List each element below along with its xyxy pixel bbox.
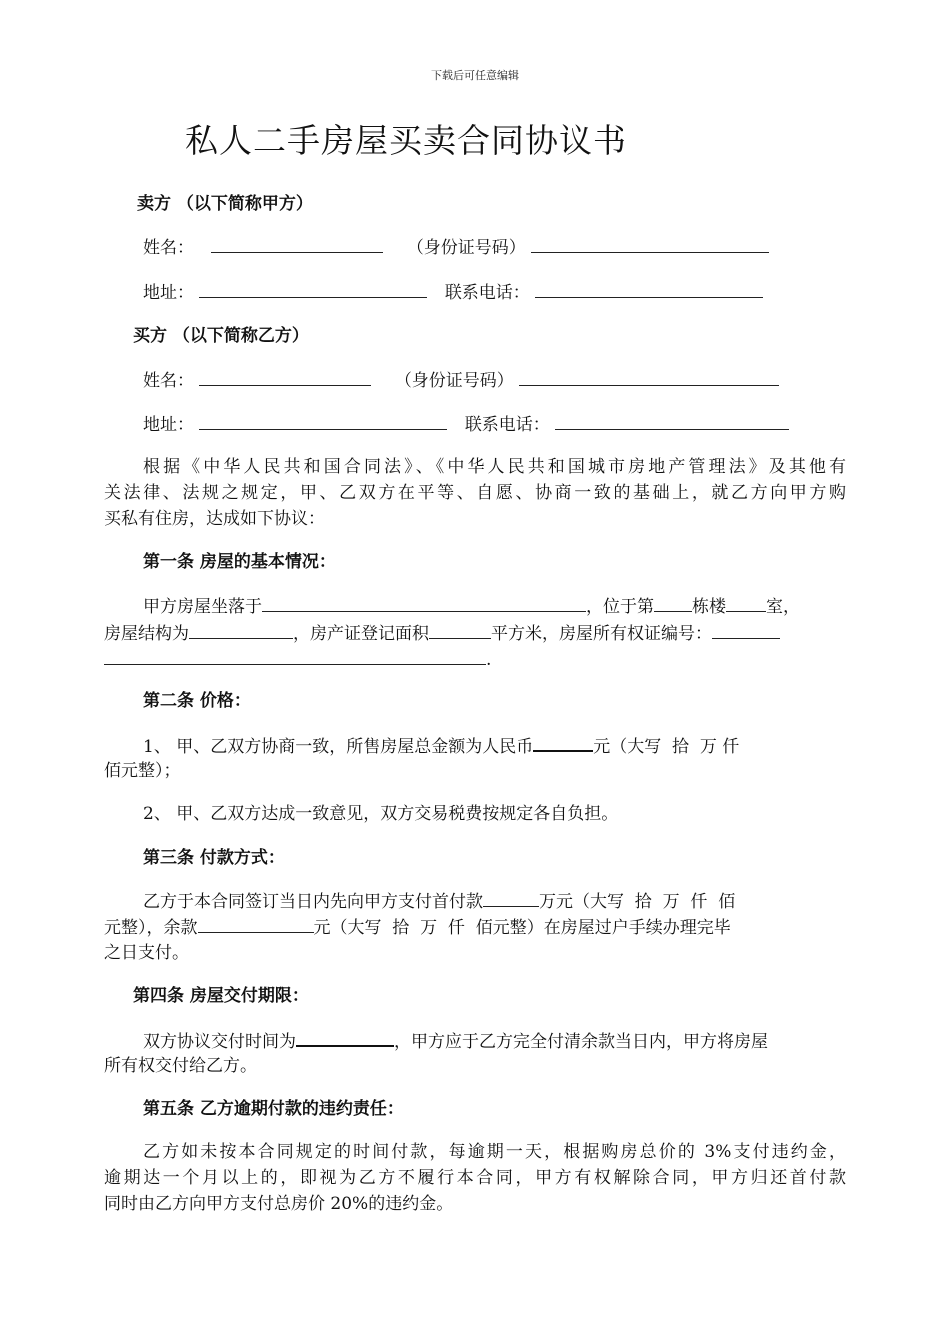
- header-note: 下载后可任意编辑: [431, 69, 519, 82]
- article2-heading: 第二条 价格：: [143, 691, 251, 711]
- article1-text: 房屋结构为: [104, 624, 189, 644]
- preamble-paragraph: [104, 454, 846, 532]
- article5-line: 乙方如未按本合同规定的时间付款，每逾期一天，根据购房总价的 3%支付违约金，: [143, 1142, 846, 1162]
- article3-line1: [143, 888, 735, 915]
- article3-text: 万元（大写 拾 万 仟 佰: [539, 892, 736, 912]
- buyer-id-field[interactable]: [519, 367, 779, 386]
- seller-address-field[interactable]: [199, 279, 427, 298]
- seller-name-row: [143, 234, 769, 261]
- buyer-heading: 买方 （以下简称乙方）: [133, 326, 309, 346]
- article2-item2: 2、 甲、乙双方达成一致意见，双方交易税费按规定各自负担。: [143, 804, 619, 824]
- area-field[interactable]: [429, 620, 491, 639]
- page-title: 私人二手房屋买卖合同协议书: [185, 121, 627, 160]
- article5-heading: 第五条 乙方逾期付款的违约责任：: [143, 1099, 404, 1119]
- article3-text: 元（大写 拾 万 仟 佰元整）在房屋过户手续办理完毕: [313, 918, 731, 938]
- buyer-name-label: 姓名：: [143, 371, 194, 391]
- article1-heading: 第一条 房屋的基本情况：: [143, 552, 336, 572]
- article3-heading: 第三条 付款方式：: [143, 848, 285, 868]
- certificate-number-field[interactable]: [712, 620, 780, 639]
- buyer-address-row: [143, 411, 789, 438]
- article2-text: 1、 甲、乙双方协商一致，所售房屋总金额为人民币: [143, 737, 534, 757]
- article1-line2: [104, 620, 780, 647]
- seller-id-field[interactable]: [531, 234, 769, 253]
- article4-line1: [143, 1027, 768, 1055]
- down-payment-field[interactable]: [483, 888, 539, 907]
- preamble-line: 买私有住房，达成如下协议：: [104, 509, 325, 529]
- seller-phone-field[interactable]: [535, 279, 763, 298]
- seller-heading: 卖方 （以下简称甲方）: [137, 194, 313, 214]
- seller-phone-label: 联系电话：: [444, 283, 530, 303]
- property-location-field[interactable]: [262, 593, 586, 612]
- article4-line2: 所有权交付给乙方。: [104, 1056, 257, 1076]
- article5-paragraph: [104, 1139, 846, 1217]
- structure-field[interactable]: [189, 620, 293, 639]
- article3-line3: 之日支付。: [104, 943, 189, 963]
- article3-text: 乙方于本合同签订当日内先向甲方支付首付款: [143, 892, 483, 912]
- article1-text: 室，: [766, 597, 800, 617]
- balance-field[interactable]: [198, 914, 314, 933]
- article1-text: 甲方房屋坐落于: [143, 597, 262, 617]
- buyer-name-field[interactable]: [199, 367, 371, 386]
- article2-item1-cont: 佰元整）；: [104, 761, 181, 781]
- article1-text: ，位于第: [586, 597, 654, 617]
- article1-text: .: [486, 650, 492, 670]
- delivery-date-field[interactable]: [296, 1027, 394, 1047]
- building-number-field[interactable]: [654, 593, 692, 612]
- preamble-line: 关法律、法规之规定，甲、乙双方在平等、自愿、协商一致的基础上，就乙方向甲方购: [104, 483, 846, 503]
- buyer-address-label: 地址：: [143, 415, 194, 435]
- article2-item1: [143, 732, 846, 760]
- preamble-line: 根据《中华人民共和国合同法》、《中华人民共和国城市房地产管理法》及其他有: [143, 457, 846, 477]
- buyer-phone-field[interactable]: [555, 411, 789, 430]
- article4-text: ，甲方应于乙方完全付清余款当日内，甲方将房屋: [394, 1032, 768, 1052]
- article1-line1: [143, 593, 800, 620]
- article4-heading: 第四条 房屋交付期限：: [133, 986, 309, 1006]
- article1-text: 平方米，房屋所有权证编号：: [491, 624, 712, 644]
- article2-text: 元（大写 拾 万 仟: [593, 737, 740, 757]
- article1-line3: [104, 646, 491, 673]
- buyer-id-label: （身份证号码）: [394, 371, 514, 391]
- article1-text: 栋楼: [692, 597, 726, 617]
- seller-address-row: [143, 279, 763, 306]
- total-price-field[interactable]: [533, 732, 593, 752]
- buyer-phone-label: 联系电话：: [464, 415, 550, 435]
- article1-text: ，房产证登记面积: [293, 624, 429, 644]
- seller-id-label: （身份证号码）: [406, 238, 526, 258]
- buyer-address-field[interactable]: [199, 411, 447, 430]
- article5-line: 逾期达一个月以上的，即视为乙方不履行本合同，甲方有权解除合同，甲方归还首付款: [104, 1168, 846, 1188]
- seller-address-label: 地址：: [143, 283, 194, 303]
- article5-line: 同时由乙方向甲方支付总房价 20%的违约金。: [104, 1194, 454, 1214]
- seller-name-field[interactable]: [211, 234, 383, 253]
- buyer-name-row: [143, 367, 779, 394]
- article3-text: 元整），余款: [104, 918, 198, 938]
- seller-name-label: 姓名：: [143, 238, 194, 258]
- article4-text: 双方协议交付时间为: [143, 1032, 296, 1052]
- certificate-number-field-cont[interactable]: [104, 646, 486, 665]
- room-number-field[interactable]: [726, 593, 766, 612]
- article3-line2: [104, 914, 731, 941]
